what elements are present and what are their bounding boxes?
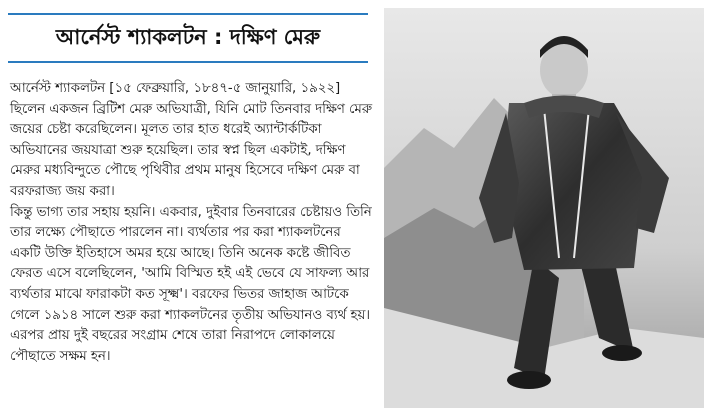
article-paragraph-1: আর্নেস্ট শ্যাকলটন [১৫ ফেব্রুয়ারি, ১৮৪৭-৫ জানুয়ারি, ১৯২২] ছিলেন একজন ব্রিটিশ মেরু অভিযাত্রী, যিনি মোট তিনবার দক্ষিণ মেরু জয়ের চেষ্টা করেছিলেন। মূলত তার হাত ধরেই অ্যান্টার্কটিকা অভিযানের জয়যাত্রা শুরু হয়েছিল। তার স্বপ্ন ছিল একটাই, দক্ষিণ মেরুর মধ্যবিন্দুতে পৌছে পৃথিবীর প্রথম মানুষ হিসেবে দক্ষিণ মেরু বা বরফরাজ্য জয় করা। bbox=[10, 81, 372, 199]
headline-bottom-rule bbox=[8, 61, 368, 63]
headline-top-rule bbox=[8, 13, 368, 15]
article-paragraph-2: কিন্তু ভাগ্য তার সহায় হয়নি। একবার, দুইবার তিনবারের চেষ্টায়ও তিনি তার লক্ষ্যে পৌছাতে পারলেন না। ব্যর্থতার পর করা শ্যাকলটনের একটি উক্তি ইতিহাসে অমর হয়ে আছে। তিনি অনেক কষ্টে জীবিত ফেরত এসে বলেছিলেন, 'আমি বিস্মিত হই এই ভেবে যে সাফল্য আর ব্যর্থতার মাঝে ফারাকটা কত সূক্ষ্ম'। বরফের ভিতর জাহাজ আটকে গেলে ১৯১৪ সালে শুরু করা শ্যাকলটনের তৃতীয় অভিযানও ব্যর্থ হয়। এরপর প্রায় দুই বছরের সংগ্রাম শেষে তারা নিরাপদে লোকালয়ে পৌছাতে সক্ষম হন। bbox=[10, 204, 372, 364]
article-headline: আর্নেস্ট শ্যাকলটন : দক্ষিণ মেরু bbox=[55, 24, 321, 49]
explorer-portrait-photo bbox=[384, 8, 704, 408]
article-body bbox=[10, 79, 374, 367]
